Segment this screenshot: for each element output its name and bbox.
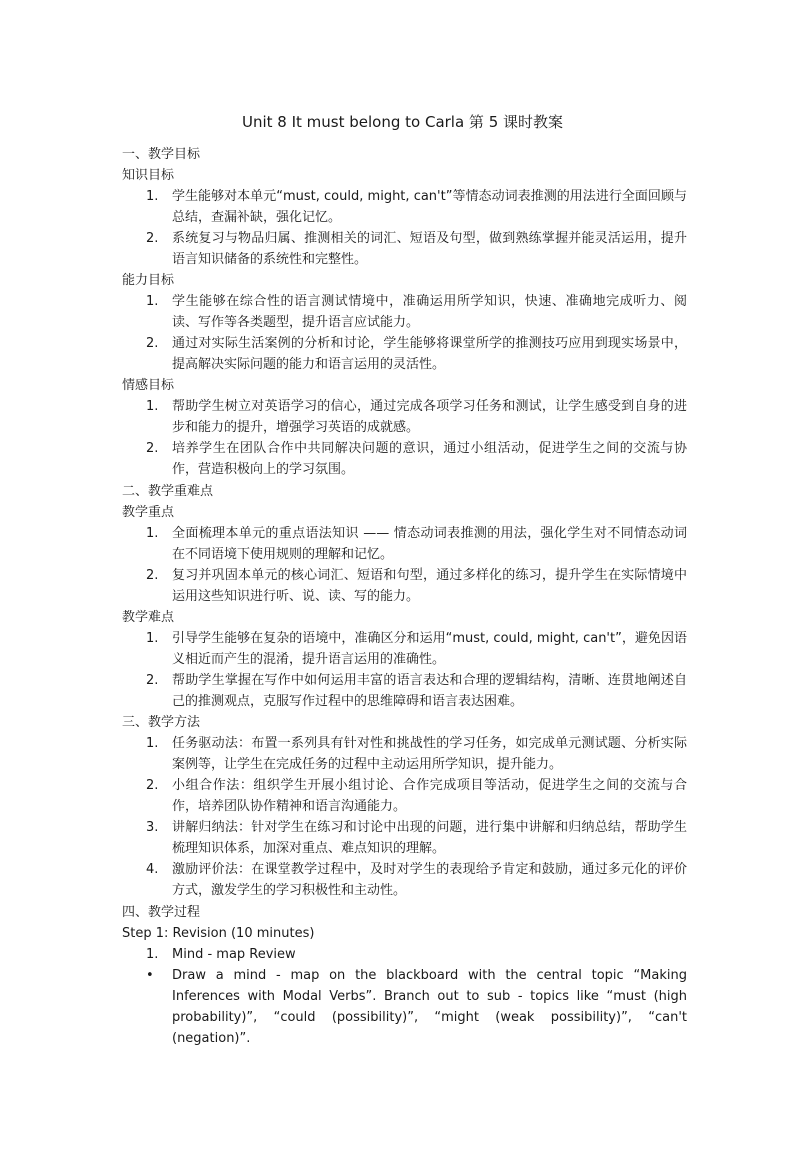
list-item: 4. 激励评价法：在课堂教学过程中，及时对学生的表现给予肯定和鼓励，通过多元化的评价方式，激发学生的学习积极性和主动性。 bbox=[122, 859, 687, 901]
list-item: 1. 学生能够对本单元“must, could, might, can't”等情态动词表推测的用法进行全面回顾与总结，查漏补缺，强化记忆。 bbox=[122, 186, 687, 228]
list-number: 4. bbox=[146, 862, 159, 877]
section-heading-teaching-methods: 三、教学方法 bbox=[122, 715, 201, 730]
list-item: 1. 任务驱动法：布置一系列具有针对性和挑战性的学习任务，如完成单元测试题、分析实际案例等，让学生在完成任务的过程中主动运用所学知识，提升能力。 bbox=[122, 733, 687, 775]
step1-bullet-list bbox=[122, 965, 687, 1049]
teaching-difficulties-list bbox=[122, 628, 687, 712]
subheading-teaching-focus: 教学重点 bbox=[122, 505, 175, 520]
section-heading-teaching-process: 四、教学过程 bbox=[122, 905, 201, 920]
step-heading: Step 1: Revision (10 minutes) bbox=[122, 926, 315, 941]
knowledge-goals-list bbox=[122, 186, 687, 270]
teaching-methods-list bbox=[122, 733, 687, 901]
subheading-teaching-difficulties: 教学难点 bbox=[122, 610, 175, 625]
list-number: 1. bbox=[146, 526, 159, 541]
subheading-ability-goals: 能力目标 bbox=[122, 273, 175, 288]
bullet-item: • Draw a mind - map on the blackboard with the central topic “Making Inferences with Modal Verbs”. Branch out to sub - topics like “must (high probability)”, “could (possibility)”, “might (weak possibility)”, “can't (negation)”. bbox=[122, 965, 687, 1049]
list-item: 1. Mind - map Review bbox=[122, 944, 687, 965]
list-item: 2. 系统复习与物品归属、推测相关的词汇、短语及句型，做到熟练掌握并能灵活运用，提升语言知识储备的系统性和完整性。 bbox=[122, 228, 687, 270]
step1-list bbox=[122, 944, 687, 965]
subheading-knowledge-goals: 知识目标 bbox=[122, 168, 175, 183]
bullet-icon: • bbox=[146, 968, 154, 983]
ability-goals-list bbox=[122, 291, 687, 375]
list-item: 1. 全面梳理本单元的重点语法知识 —— 情态动词表推测的用法，强化学生对不同情态动词在不同语境下使用规则的理解和记忆。 bbox=[122, 523, 687, 565]
list-number: 1. bbox=[146, 947, 159, 962]
list-item: 1. 引导学生能够在复杂的语境中，准确区分和运用“must, could, might, can't”，避免因语义相近而产生的混淆，提升语言运用的准确性。 bbox=[122, 628, 687, 670]
list-number: 2. bbox=[146, 568, 159, 583]
section-heading-key-points: 二、教学重难点 bbox=[122, 484, 214, 499]
page-title: Unit 8 It must belong to Carla 第 5 课时教案 bbox=[241, 113, 564, 131]
list-item: 3. 讲解归纳法：针对学生在练习和讨论中出现的问题，进行集中讲解和归纳总结，帮助学生梳理知识体系，加深对重点、难点知识的理解。 bbox=[122, 817, 687, 859]
list-number: 2. bbox=[146, 336, 159, 351]
emotional-goals-list bbox=[122, 396, 687, 480]
teaching-focus-list bbox=[122, 523, 687, 607]
list-number: 1. bbox=[146, 294, 159, 309]
subheading-emotional-goals: 情感目标 bbox=[122, 378, 175, 393]
list-item: 2. 帮助学生掌握在写作中如何运用丰富的语言表达和合理的逻辑结构，清晰、连贯地阐述自己的推测观点，克服写作过程中的思维障碍和语言表达困难。 bbox=[122, 670, 687, 712]
list-number: 1. bbox=[146, 736, 159, 751]
list-item: 2. 通过对实际生活案例的分析和讨论，学生能够将课堂所学的推测技巧应用到现实场景中，提高解决实际问题的能力和语言运用的灵活性。 bbox=[122, 333, 687, 375]
list-number: 2. bbox=[146, 441, 159, 456]
list-item: 2. 培养学生在团队合作中共同解决问题的意识，通过小组活动，促进学生之间的交流与协作，营造积极向上的学习氛围。 bbox=[122, 438, 687, 480]
list-number: 1. bbox=[146, 399, 159, 414]
list-number: 1. bbox=[146, 189, 159, 204]
list-number: 2. bbox=[146, 231, 159, 246]
list-item: 2. 小组合作法：组织学生开展小组讨论、合作完成项目等活动，促进学生之间的交流与合作，培养团队协作精神和语言沟通能力。 bbox=[122, 775, 687, 817]
section-heading-teaching-goals: 一、教学目标 bbox=[122, 147, 201, 162]
list-item: 2. 复习并巩固本单元的核心词汇、短语和句型，通过多样化的练习，提升学生在实际情境中运用这些知识进行听、说、读、写的能力。 bbox=[122, 565, 687, 607]
list-number: 2. bbox=[146, 778, 159, 793]
list-number: 3. bbox=[146, 820, 159, 835]
list-item: 1. 帮助学生树立对英语学习的信心，通过完成各项学习任务和测试，让学生感受到自身的进步和能力的提升，增强学习英语的成就感。 bbox=[122, 396, 687, 438]
list-number: 1. bbox=[146, 631, 159, 646]
list-number: 2. bbox=[146, 673, 159, 688]
list-item: 1. 学生能够在综合性的语言测试情境中，准确运用所学知识，快速、准确地完成听力、阅读、写作等各类题型，提升语言应试能力。 bbox=[122, 291, 687, 333]
